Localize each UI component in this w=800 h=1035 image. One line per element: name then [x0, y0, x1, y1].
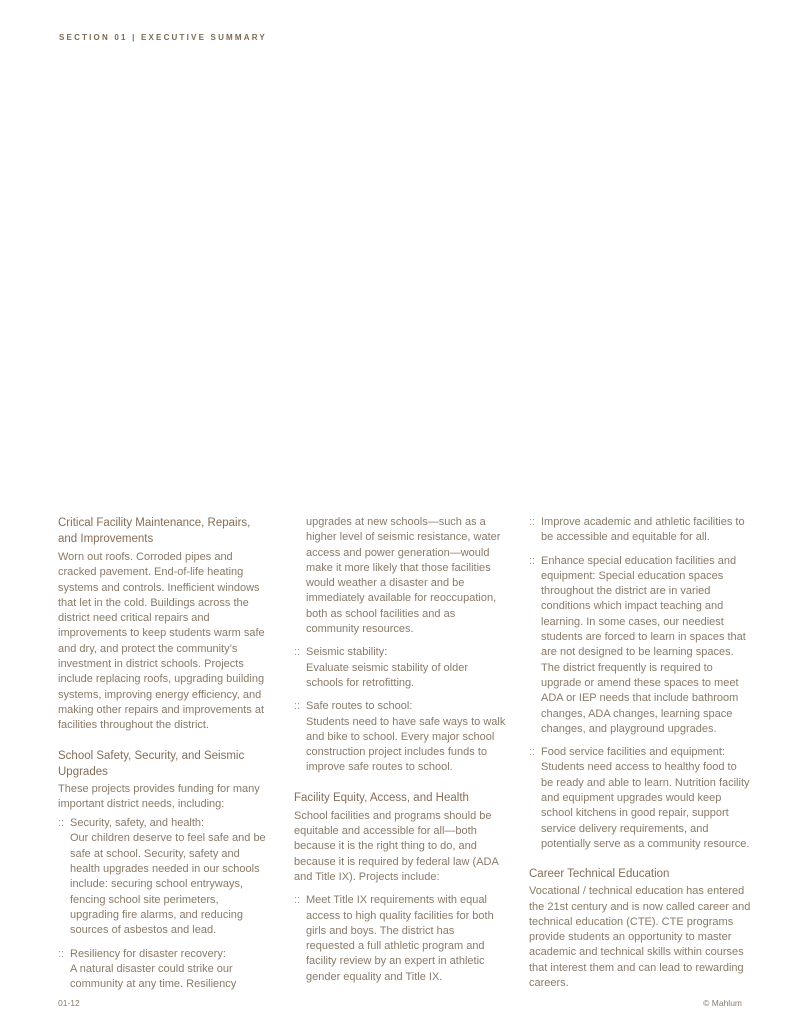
item-text: Meet Title IX requirements with equal access to high quality facilities for both girls and boys. The district has requested a full athletic program and facility review by an expert in athletic gender equality and Title IX.: [306, 894, 494, 983]
paragraph-facility-equity: School facilities and programs should be equitable and accessible for all—both because it is the right thing to do, and because it is required by federal law (ADA and Title IX). Projects include:: [294, 809, 499, 883]
list-item: [294, 645, 506, 691]
item-title: Food service facilities and equipment:: [541, 746, 726, 759]
bullet-icon: ::: [58, 817, 65, 830]
page-number: 01-12: [58, 998, 80, 1008]
list-item: [529, 554, 751, 738]
item-text: Students need access to healthy food to be ready and able to learn. Nutrition facility and equipment upgrades would keep school kitchens in good repair, support service delivery requirements, and potentially serve as a community resource.: [541, 761, 750, 850]
item-title: Resiliency for disaster recovery:: [70, 947, 226, 960]
bullet-icon: ::: [529, 746, 536, 759]
item-text: Our children deserve to feel safe and be safe at school. Security, safety and health upgrades needed in our schools include: securing school entryways, fencing school site perimeters, upgrading fire alarms, and reducing sources of asbestos and lead.: [70, 832, 266, 937]
list-item: [294, 699, 506, 775]
list-item: [529, 515, 751, 546]
item-text: Improve academic and athletic facilities to be accessible and equitable for all.: [541, 516, 745, 544]
heading-school-safety: School Safety, Security, and Seismic Upgrades: [58, 749, 245, 778]
copyright-credit: © Mahlum: [703, 998, 742, 1008]
bullet-icon: ::: [294, 646, 301, 659]
paragraph-school-safety: These projects provides funding for many important district needs, including:: [58, 782, 260, 810]
bullet-icon: ::: [294, 894, 301, 907]
column-1: [58, 515, 270, 992]
paragraph-critical-facility: Worn out roofs. Corroded pipes and cracked pavement. End-of-life heating systems and controls. Inefficient windows that let in the cold. Buildings across the district need critical repairs and improvements to keep students warm safe and dry, and protect the community’s investment in district schools. Projects include replacing roofs, upgrading building systems, improving energy efficiency, and making other repairs and improvements at facilities throughout the district.: [58, 551, 265, 732]
item-title: Security, safety, and health:: [70, 817, 205, 830]
heading-facility-equity: Facility Equity, Access, and Health: [294, 791, 469, 804]
paragraph-continuation: upgrades at new schools—such as a higher level of seismic resistance, water access and power generation—would make it more likely that those facilities would weather a disaster and be immediately available for reoccupation, both as school facilities and as community resources.: [306, 516, 501, 636]
bullet-icon: ::: [529, 554, 536, 567]
item-text: Enhance special education facilities and equipment: Special education spaces throughout the district are in varied conditions which impact teaching and learning. In some cases, our neediest students are forced to learn in spaces that are not designed to be learning spaces. The district frequently is required to upgrade or amend these spaces to meet ADA or IEP needs that include bathroom changes, ADA changes, learning space changes, and playground upgrades.: [541, 554, 746, 735]
section-label: SECTION 01 | EXECUTIVE SUMMARY: [59, 33, 267, 42]
item-text: A natural disaster could strike our community at any time. Resiliency: [70, 962, 237, 991]
item-title: Seismic stability:: [306, 646, 388, 659]
item-title: Safe routes to school:: [306, 700, 413, 713]
heading-career-technical: Career Technical Education: [529, 868, 670, 881]
list-item: [58, 816, 270, 938]
paragraph-career-technical: Vocational / technical education has entered the 21st century and is now called career and technical education (CTE). CTE programs provide students an opportunity to master academic and technical skills within courses that interest them and can lead to rewarding careers.: [529, 885, 751, 990]
bullet-icon: ::: [529, 516, 536, 528]
list-item: [58, 947, 270, 993]
column-2: [294, 515, 506, 985]
list-item: [294, 893, 506, 985]
bullet-icon: ::: [58, 947, 65, 960]
list-item: [529, 745, 751, 852]
bullet-icon: ::: [294, 700, 301, 713]
heading-critical-facility: Critical Facility Maintenance, Repairs, and Improvements: [58, 517, 251, 545]
item-text: Students need to have safe ways to walk and bike to school. Every major school construction project includes funds to improve safe routes to school.: [306, 715, 506, 774]
column-3: [529, 515, 751, 991]
item-text: Evaluate seismic stability of older schools for retrofitting.: [306, 661, 469, 689]
